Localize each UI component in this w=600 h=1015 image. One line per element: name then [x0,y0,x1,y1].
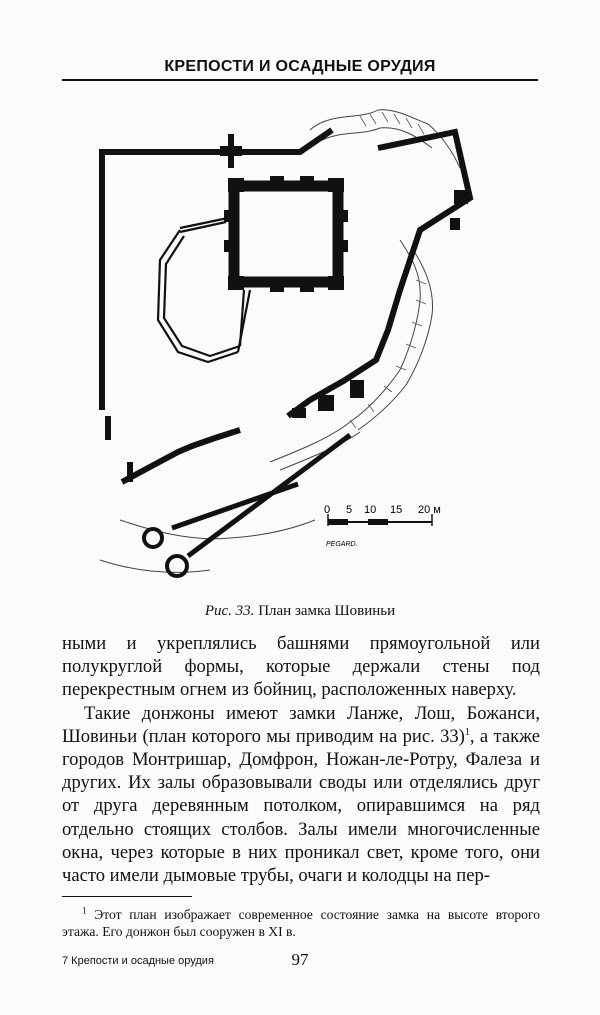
body-text [62,632,540,887]
figure-caption [60,603,540,620]
footnote-marker: 1 [82,905,87,916]
scale-label-5: 5 [346,504,353,516]
keep-donjon [224,176,348,292]
scale-label-0: 0 [324,504,331,516]
scale-label-10: 10 [364,504,377,516]
scale-bar [324,504,441,526]
figure-caption-text: План замка Шовиньи [258,603,396,619]
scale-label-15: 15 [390,504,403,516]
signature-mark: 7 Крепости и осадные орудия [62,955,214,967]
header-rule [62,79,538,81]
figure-caption-ref: Рис. 33. [204,603,255,619]
paragraph-2-start: Такие донжоны имеют замки Ланже, Лош, Божанси, Шовиньи (план которого мы приводим на рис. 33) [62,702,540,747]
artist-signature: PEGARD. [326,541,358,548]
page-number: 97 [291,950,309,969]
castle-plan-figure [60,90,540,600]
paragraph-2 [62,702,540,888]
footnote-ref: 1 [464,726,470,738]
paragraph-2-rest: , а также городов Монтришар, Домфрон, Ножан-ле-Ротру, Фалеза и других. Их залы образовывали своды или отделялись друг от друга деревянным потолком, опиравшимся на ряд отдельно стоящих столбов. Залы имели многочисленные окна, через которые в них проникал свет, кроме того, они часто имели дымовые трубы, очаги и колодцы на пер- [62,725,540,887]
castle-plan-drawing [60,90,540,600]
running-header: КРЕПОСТИ И ОСАДНЫЕ ОРУДИЯ [164,58,436,75]
scale-label-20: 20 м [418,504,441,516]
footnote [62,906,540,940]
footnote-rule [62,896,192,897]
footnote-text: Этот план изображает современное состояние замка на высоте второго этажа. Его донжон был сооружен в XI в. [62,907,540,939]
paragraph-1: ными и укреплялись башнями прямоугольной или полукруглой формы, которые держали стены под перекрестным огнем из бойниц, расположенных наверху. [62,633,540,701]
